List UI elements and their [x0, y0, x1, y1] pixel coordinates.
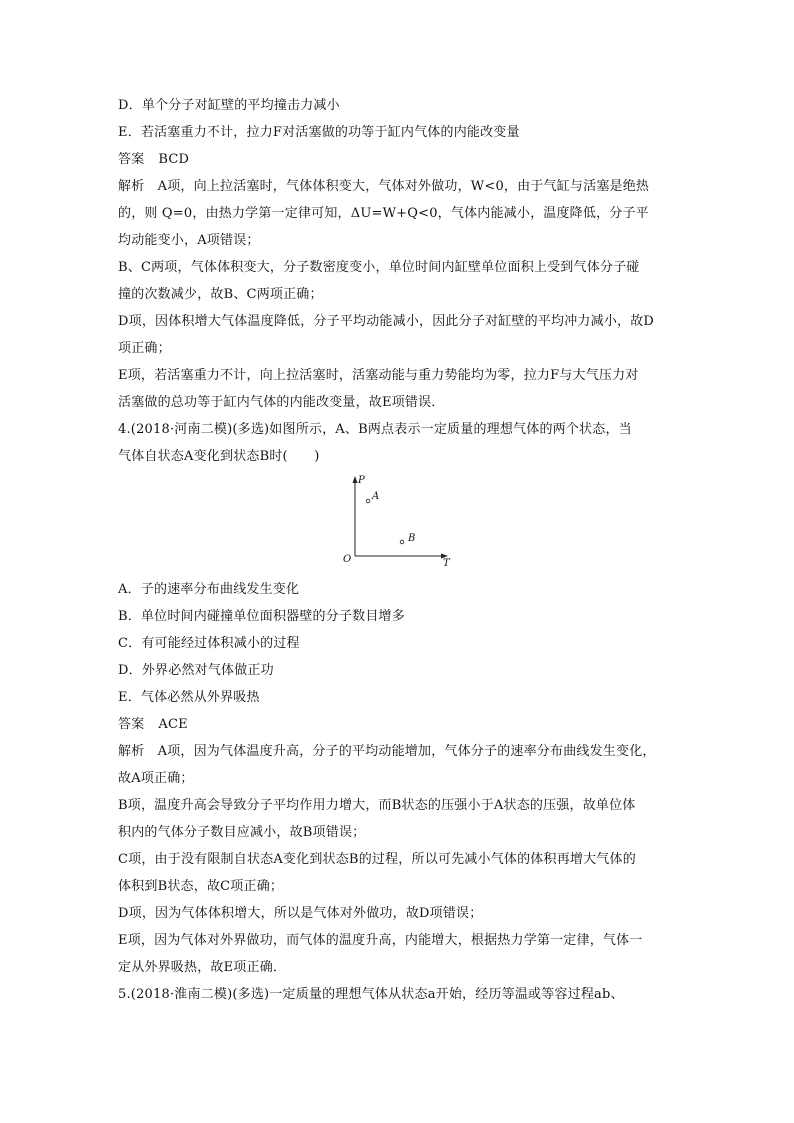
- q4-option-c: C．有可能经过体积减小的过程: [118, 636, 300, 651]
- q4-stem-line: 气体自状态A变化到状态B时( ): [118, 449, 320, 464]
- q4-option-a: A．子的速率分布曲线发生变化: [118, 582, 300, 597]
- q3-analysis-line: 解析 A项，向上拉活塞时，气体体积变大，气体对外做功，W<0，由于气缸与活塞是绝热: [118, 179, 650, 194]
- point-b: [400, 540, 404, 544]
- q5-stem-line: 5.(2018·淮南二模)(多选)一定质量的理想气体从状态a开始，经历等温或等容过程ab、: [118, 987, 624, 1002]
- q3-answer: [118, 151, 678, 169]
- y-axis-label: P: [358, 475, 365, 486]
- q3-option-e: E．若活塞重力不计，拉力F对活塞做的功等于缸内气体的内能改变量: [118, 125, 520, 140]
- q4-analysis-line: E项，因为气体对外界做功，而气体的温度升高，内能增大，根据热力学第一定律，气体一: [118, 933, 643, 948]
- answer-label: 答案: [118, 152, 145, 167]
- q4-option-b: B．单位时间内碰撞单位面积器壁的分子数目增多: [118, 609, 405, 624]
- q3-analysis-line: B、C两项，气体体积变大，分子数密度变小，单位时间内缸壁单位面积上受到气体分子碰: [118, 260, 640, 275]
- q4-analysis-line: 故A项正确；: [118, 771, 194, 786]
- pt-diagram: [330, 472, 460, 572]
- point-a-label: A: [372, 491, 380, 502]
- q3-analysis-line: D项，因体积增大气体温度降低，分子平均动能减小，因此分子对缸壁的平均冲力减小，故D: [118, 314, 655, 329]
- q4-analysis-line: 定从外界吸热，故E项正确．: [118, 960, 287, 975]
- q3-option-d: D．单个分子对缸壁的平均撞击力减小: [118, 98, 340, 113]
- q4-analysis-line: C项，由于没有限制自状态A变化到状态B的过程，所以可先减小气体的体积再增大气体的: [118, 852, 636, 867]
- answer-value: BCD: [158, 152, 190, 167]
- q4-option-e: E．气体必然从外界吸热: [118, 690, 260, 705]
- q3-analysis-line: 均动能变小，A项错误；: [118, 233, 260, 248]
- q4-stem-line: 4.(2018·河南二模)(多选)如图所示，A、B两点表示一定质量的理想气体的两个状态，当: [118, 422, 632, 437]
- point-b-label: B: [408, 533, 416, 544]
- origin-label: O: [343, 554, 352, 565]
- q3-analysis-line: 活塞做的总功等于缸内气体的内能改变量，故E项错误．: [118, 395, 445, 410]
- q4-analysis-line: 积内的气体分子数目应减小，故B项错误；: [118, 825, 366, 840]
- q3-analysis-line: E项，若活塞重力不计，向上拉活塞时，活塞动能与重力势能均为零，拉力F与大气压力对: [118, 368, 639, 383]
- q4-analysis-line: 解析 A项，因为气体温度升高，分子的平均动能增加，气体分子的速率分布曲线发生变化，: [118, 744, 656, 759]
- q3-analysis-line: 的，则 Q=0，由热力学第一定律可知，ΔU=W+Q<0，气体内能减小，温度降低，分子平: [118, 206, 649, 221]
- q4-analysis-line: D项，因为气体体积增大，所以是气体对外做功，故D项错误；: [118, 906, 483, 921]
- y-axis-arrow: [353, 476, 358, 483]
- q4-analysis-line: B项，温度升高会导致分子平均作用力增大，而B状态的压强小于A状态的压强，故单位体: [118, 798, 636, 813]
- q4-answer: [118, 716, 678, 734]
- point-a: [366, 499, 370, 503]
- q4-option-d: D．外界必然对气体做正功: [118, 663, 274, 678]
- q3-analysis-line: 撞的次数减少，故B、C两项正确；: [118, 287, 323, 302]
- answer-label: 答案: [118, 717, 145, 732]
- q4-analysis-line: 体积到B状态，故C项正确；: [118, 879, 284, 894]
- x-axis-label: T: [443, 558, 450, 569]
- answer-value: ACE: [158, 717, 188, 732]
- q3-analysis-line: 项正确；: [118, 341, 171, 356]
